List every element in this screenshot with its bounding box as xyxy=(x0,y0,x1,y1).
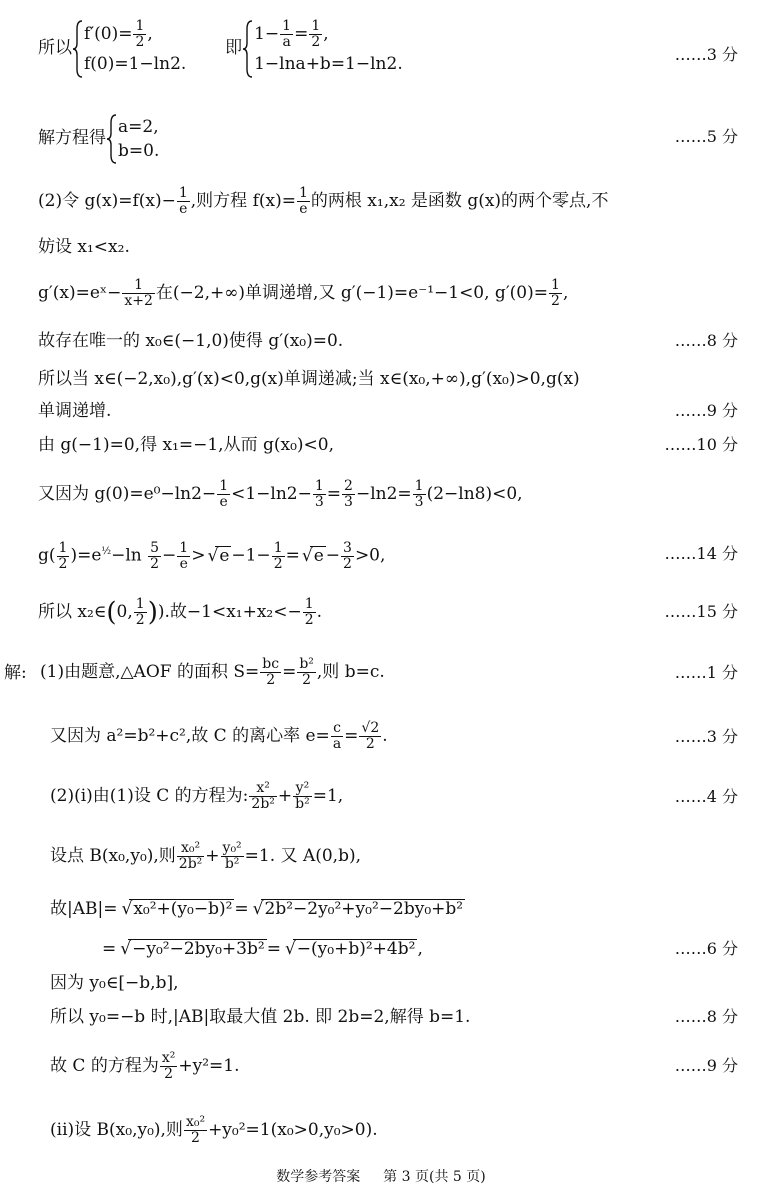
eccentricity-line: 又因为 a²=b²+c²,故 C 的离心率 e= $\frac{c}{a}$ = $\frac{√2}{2}$ . xyxy=(50,720,388,752)
score-6: ……6 分 xyxy=(674,939,738,958)
solution-label: 解: xyxy=(4,663,27,683)
footer-page: 第 3 页(共 5 页) xyxy=(383,1169,486,1185)
increase-line: 单调递增. xyxy=(38,401,112,421)
brace-icon xyxy=(106,109,118,169)
score-14: ……14 分 xyxy=(664,544,738,563)
g-minus-one-line: 由 g(−1)=0,得 x₁=−1,从而 g(x₀)<0, xyxy=(38,435,335,455)
text-ji: 即 xyxy=(225,38,243,58)
score-9b: ……9 分 xyxy=(674,1056,738,1075)
brace-icon xyxy=(72,19,84,79)
derivative-line: g′(x)=eˣ− $\frac{1}{x+2}$ 在(−2,+∞)单调递增,又 g′(−1)=e⁻¹−1<0, g′(0)= $\frac{1}{2}$ , xyxy=(38,277,569,309)
footer-subject: 数学参考答案 xyxy=(276,1169,361,1185)
ellipse-eq-line: (2)(i)由(1)设 C 的方程为: $\frac{\text{x²}}{\text{2b²}}$ + $\frac{\text{y²}}{\text{b²}}$ =1, xyxy=(50,780,344,812)
system-b: 1− $\frac{1}{a}$ = $\frac{1}{2}$ , 1−lna+b=1−ln2. xyxy=(254,18,403,74)
area-line: (1)由题意,△AOF 的面积 S= $\frac{bc}{2}$ = $\frac{\text{b²}}{2}$ ,则 b=c. xyxy=(40,656,385,688)
g-half-line: g( $\frac{1}{2}$ )$=e^{\frac{1}{2}}-\ln$ $\frac{5}{2}$ − $\frac{1}{e}$ >√ e −1− $\frac{1}{2}$ =√ e − $\frac{3}{2}$ >0, xyxy=(38,532,738,576)
score-3b: ……3 分 xyxy=(674,727,738,746)
monotonic-line: 所以当 x∈(−2,x₀),g′(x)<0,g(x)单调递减;当 x∈(x₀,+∞),g′(x₀)>0,g(x) xyxy=(38,369,580,389)
score-5: ……5 分 xyxy=(674,127,738,146)
score-15: ……15 分 xyxy=(664,602,738,621)
score-10: ……10 分 xyxy=(664,435,738,454)
score-8b: ……8 分 xyxy=(674,1007,738,1026)
brace-icon xyxy=(242,19,254,79)
assume-line: 妨设 x₁<x₂. xyxy=(38,237,130,257)
range-line: 因为 y₀∈[−b,b], xyxy=(50,973,179,993)
part2-intro: (2)令 g(x)=f(x)− $\frac{1}{e}$ ,则方程 f(x)= $\frac{1}{e}$ 的两根 x₁,x₂ 是函数 g(x)的两个零点,不 xyxy=(38,185,609,217)
score-3: ……3 分 xyxy=(674,45,738,64)
score-8: ……8 分 xyxy=(674,331,738,350)
unique-zero-line: 故存在唯一的 x₀∈(−1,0)使得 g′(x₀)=0. xyxy=(38,331,344,351)
conclusion-line: 所以 x₂∈(0, $\frac{1}{2}$ )).故−1<x₁+x₂<− $\frac{1}{2}$ . xyxy=(38,596,323,628)
max-line: 所以 y₀=−b 时,|AB|取最大值 2b. 即 2b=2,解得 b=1. xyxy=(50,1007,471,1027)
score-1: ……1 分 xyxy=(674,663,738,682)
system-line-1 xyxy=(38,18,738,98)
ab-length-line-2: =√ −y₀²−2by₀+3b² =√ −(y₀+b)²+4b² , xyxy=(102,938,738,960)
system-a: f′(0)= $\frac{1}{2}$ , f(0)=1−ln2. xyxy=(84,18,187,74)
score-4: ……4 分 xyxy=(674,787,738,806)
g-zero-line: 又因为 g(0)=e⁰−ln2− $\frac{1}{e}$ <1−ln2− $\frac{1}{3}$ = $\frac{2}{3}$ −ln2= $\frac{1}{3}$ (2−ln8)<0, xyxy=(38,478,523,510)
c-eq-line: 故 C 的方程为 $\frac{\text{x²}}{2}$ +y²=1. xyxy=(50,1050,240,1082)
point-b-line: 设点 B(x₀,y₀),则 $\frac{\text{x₀²}}{\text{2b²}}$ + $\frac{\text{y₀²}}{\text{b²}}$ =1. 又 A(0,b), xyxy=(50,840,361,872)
system-line-2: 解方程得 a=2, b=0. xyxy=(38,108,738,168)
part-ii-line: (ii)设 B(x₀,y₀),则 $\frac{\text{x₀²}}{2}$ +y₀²=1(x₀>0,y₀>0). xyxy=(50,1114,378,1146)
ab-length-line: 故|AB|=√ x₀²+(y₀−b)² =√ 2b²−2y₀²+y₀²−2by₀+b² xyxy=(50,898,738,920)
text-suoyi: 所以 xyxy=(38,38,72,58)
page-footer xyxy=(0,1166,762,1186)
score-9: ……9 分 xyxy=(674,401,738,420)
